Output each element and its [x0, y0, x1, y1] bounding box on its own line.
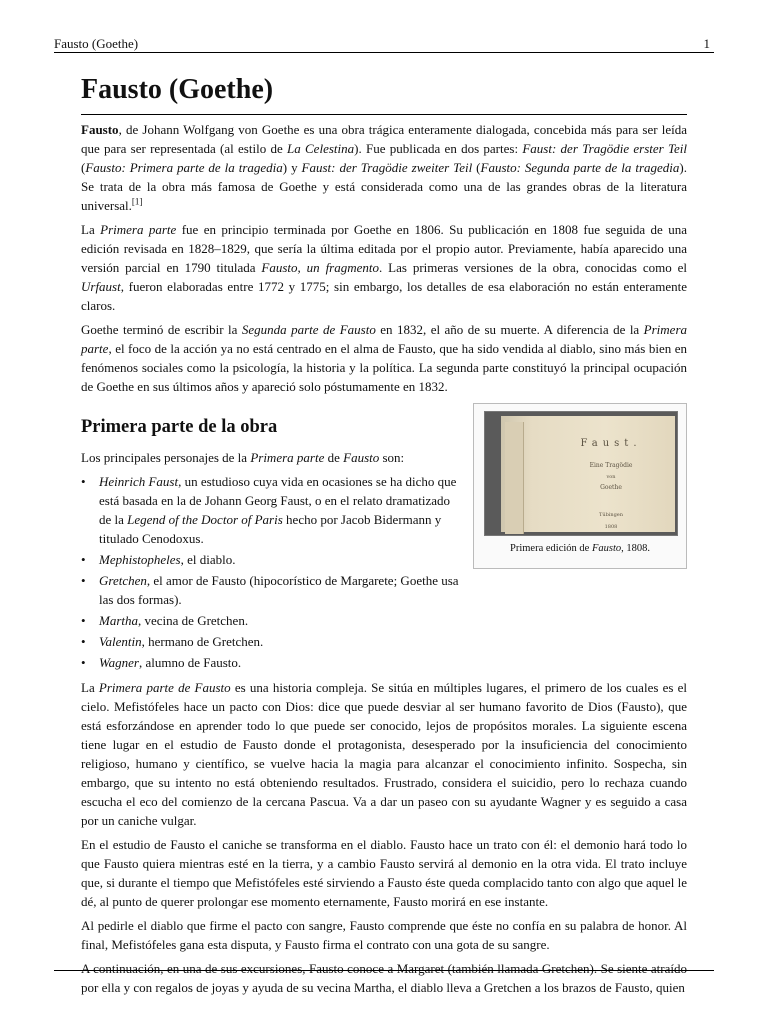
italic-run: Primera parte de Fausto [98, 680, 231, 695]
character-name: Wagner [99, 655, 139, 670]
page-title: Fausto (Goethe) [81, 72, 687, 115]
character-name: Valentin [99, 634, 142, 649]
italic-run: Fausto: Segunda parte de la tragedia [480, 160, 680, 175]
text-run: , vecina de Gretchen. [138, 613, 249, 628]
list-item [81, 550, 687, 569]
text-run: . Las primeras versiones de la obra, conocidas como el [379, 260, 687, 275]
italic-run: Faust: der Tragödie erster Teil [522, 141, 688, 156]
page-number: 1 [703, 36, 710, 51]
text-run: ) y [282, 160, 302, 175]
body-paragraph-7: A continuación, en una de sus excursiones, Fausto conoce a Margaret (también llamada Gretchen). Se siente atraído por ella y con regalos de joyas y ayuda de su vecina Martha, el diablo lleva a Gretchen a los brazos de Fausto, quien [81, 961, 687, 995]
text-run: ( [472, 160, 481, 175]
footer-rule [54, 970, 714, 971]
subject-bold: Fausto [81, 122, 119, 137]
text-run: ( [81, 160, 86, 175]
text-run: es una historia compleja. Se sitúa en múltiples lugares, el primero de los cuales es el cielo. Mefistófeles hace un pacto con Dios: dice que puede desviar al ser humano favorito de Dios (Fausto), que está esforzándose en aprender todo lo que puede ser conocido, lejos de propósitos morales. La siguiente escena tiene lugar en el estudio de Fausto donde el protagonista, desesperado por la insuficiencia del conocimiento religioso, humano y científico, se vuelve hacia la magia para alcanzar el conocimiento infinito. Sospecha, sin embargo, que su intento no está obteniendo resultados. Frustrado, considera el suicidio, pero lo rechaza cuando escucha el eco del comienzo de la cercana Pascua. Va a dar un paseo con su ayudante Wagner y es seguido a casa por un caniche vulgar. [81, 680, 688, 828]
body-paragraph-4 [81, 678, 687, 830]
italic-run: Primera parte [100, 222, 177, 237]
text-run: , alumno de Fausto. [138, 655, 242, 670]
text-run: fue en principio terminada por Goethe en 1806. Su publicación en 1808 fue seguida de una edición revisada en 1828–1829, que sería la última editada por el propio autor. Previamente, había aparecido una versión parcial en 1790 titulada [81, 222, 687, 275]
character-name: Martha [99, 613, 138, 628]
character-name: Mephistopheles [99, 552, 181, 567]
body-paragraph-5: En el estudio de Fausto el caniche se transforma en el diablo. Fausto hace un trato con él: el demonio hará todo lo que Fausto quiera mientras esté en la tierra, y a cambio Fausto servirá al demonio en la otra vida. El trato incluye que, si durante el tiempo que Mefistófeles esté sirviendo a Fausto éste queda complacido tanto con algo que aquel le dé, al punto de querer prolongar ese momento eternamente, Fausto morirá en ese instante. [81, 837, 687, 909]
section-heading: Primera parte de la obra [81, 417, 278, 437]
character-name: Gretchen [99, 573, 147, 588]
list-item [81, 653, 687, 672]
italic-run: Segunda parte de Fausto [241, 322, 376, 337]
text-run: , el amor de Fausto (hipocorístico de Margarete; Goethe usa las dos formas). [99, 573, 459, 607]
book-place-text: Tübingen [599, 512, 623, 518]
intro-paragraph-1 [81, 120, 687, 215]
text-run: Los principales personajes de la [81, 450, 251, 465]
list-item [81, 632, 687, 651]
text-run: La [81, 680, 99, 695]
text-run: , fueron elaboradas entre 1772 y 1775; sin embargo, los detalles de esa elaboración no están enteramente claros. [81, 279, 687, 313]
text-run: de [324, 450, 344, 465]
running-header-title: Fausto (Goethe) [54, 36, 139, 51]
text-run: , 1808. [621, 543, 650, 554]
reference-link[interactable]: [1] [131, 196, 143, 207]
italic-run: Fausto [343, 450, 380, 465]
book-title-text: Faust. [580, 438, 642, 449]
text-run: en 1832, el año de su muerte. A diferencia de la [375, 322, 644, 337]
book-author-text: Goethe [600, 484, 622, 491]
list-item [81, 472, 687, 548]
italic-run: Primera parte [81, 322, 688, 356]
text-run: , el diablo. [180, 552, 236, 567]
text-run: hecho por Jacob Bidermann y titulado Cenodoxus. [99, 512, 442, 546]
italic-run: Faust: der Tragödie zweiter Teil [301, 160, 473, 175]
text-run: La [81, 222, 101, 237]
list-item [81, 611, 687, 630]
italic-run: La Celestina [287, 141, 355, 156]
text-run: Goethe terminó de escribir la [81, 322, 242, 337]
italic-run: Primera parte [250, 450, 325, 465]
book-subtitle-text: Eine Tragödie [589, 462, 633, 469]
list-item [81, 571, 687, 609]
intro-paragraph-2 [81, 220, 687, 315]
text-run: , un estudioso cuya vida en ocasiones se ha dicho que está basada en la de Johann Georg Faust, o en el relato dramatizado de la [99, 474, 457, 527]
characters-list [81, 472, 687, 672]
text-run: , el foco de la acción ya no está centrado en el alma de Fausto, que ha sido vendida al diablo, sino más bien en fenómenos sociales como la psicología, la historia y la política. La segunda parte constituyó la principal ocupación de Goethe en sus últimos años y apareció solo póstumamente en 1832. [81, 341, 687, 394]
italic-run: Fausto [591, 543, 622, 554]
running-header [54, 34, 714, 53]
article-body [81, 120, 687, 1002]
text-run: ). Se trata de la obra más famosa de Goethe y está considerada como una de las grandes obras de la literatura universal. [81, 160, 687, 213]
text-run: Primera edición de [510, 543, 592, 554]
character-name: Heinrich Faust [99, 474, 179, 489]
text-run: , de Johann Wolfgang von Goethe es una obra trágica enteramente dialogada, concebida más para ser leída que para ser representada (al estilo de [81, 122, 687, 156]
italic-run: Urfaust [81, 279, 121, 294]
italic-run: Fausto: Primera parte de la tragedia [85, 160, 283, 175]
book-von-text: von [606, 474, 616, 480]
text-run: ). Fue publicada en dos partes: [354, 141, 523, 156]
text-run: son: [379, 450, 405, 465]
intro-paragraph-3 [81, 320, 687, 396]
body-paragraph-6: Al pedirle el diablo que firme el pacto con sangre, Fausto comprende que éste no confía en su palabra de honor. Al final, Mefistófeles gana esta disputa, y Fausto firma el contrato con una gota de su sangre. [81, 918, 687, 952]
text-run: , hermano de Gretchen. [141, 634, 264, 649]
italic-run: Fausto, un fragmento [261, 260, 380, 275]
book-year-text: 1808 [604, 524, 618, 530]
italic-run: Legend of the Doctor of Paris [127, 512, 283, 527]
